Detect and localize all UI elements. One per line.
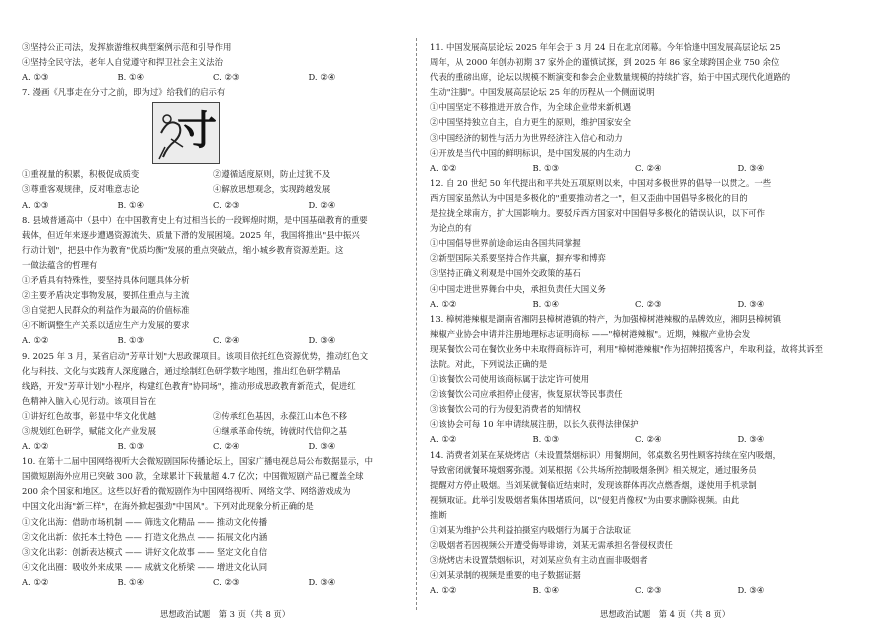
text-line: 色精神入脑入心见行动。该项目旨在 (22, 395, 156, 406)
answer-choices (22, 198, 404, 213)
question-stem: 7. 漫画《凡事走在分寸之前，即为过》给我们的启示有 (22, 87, 226, 98)
answer-choices (430, 583, 840, 598)
choice-d: D. ③④ (737, 434, 765, 445)
text-line: 13. 樟树港辣椒是湖南省湘阴县樟树港镇的特产，为加强樟树港辣椒的品牌效应，湘阴县樟树镇 (430, 313, 781, 324)
text-line: 现某餐饮公司在餐饮业务中未取得商标许可，利用"樟树港辣椒"作为招牌招揽客户，牟取利益，故将其诉至 (430, 343, 823, 354)
answer-choices (430, 432, 840, 447)
answer-choices (22, 439, 404, 454)
choice-a: A. ①② (22, 576, 49, 587)
statement: ④该协会可每 10 年申请续展注册，以长久获得法律保护 (430, 419, 639, 430)
text-line: 视频取证。此举引发吸烟者集体围堵质问，以"侵犯肖像权"为由要求删除视频。由此 (430, 494, 740, 505)
text-line: 200 余个国家和地区。这些以好看的微短剧作为中国网络视听、网络文学、网络游戏成为 (22, 486, 351, 497)
statement: ②遵循适度原则，防止过犹不及 (213, 169, 331, 180)
statement: ①讲好红色故事，彰显中华文化优越 (22, 410, 156, 421)
choice-a: A. ①② (22, 335, 49, 346)
choice-b: B. ①④ (532, 298, 559, 309)
answer-choices (22, 70, 404, 85)
page-3-column (22, 40, 404, 590)
statement: ③烧烤店未设置禁烟标识，对刘某应负有主动直面非吸烟者 (430, 555, 648, 566)
choice-b: B. ①③ (532, 162, 559, 173)
statement: ④继承革命传统，铸就时代信仰之基 (213, 425, 347, 436)
choice-b: B. ①③ (117, 441, 144, 452)
text-line: 法院。对此，下列说法正确的是 (430, 358, 548, 369)
choice-c: C. ②④ (635, 434, 662, 445)
statement: ④中国走进世界舞台中央，承担负责任大国义务 (430, 283, 606, 294)
question-14 (430, 448, 840, 599)
choice-c: C. ②③ (635, 585, 662, 596)
text-line: 9. 2025 年 3 月，某省启动"芳草计划"大思政课项目。该项目依托红色资源优势，推动红色文 (22, 350, 369, 361)
statement: ③坚持正确义利观是中国外交政策的基石 (430, 268, 581, 279)
answer-choices (430, 297, 840, 312)
choice-b: B. ①③ (117, 335, 144, 346)
text-line: 国微短剧海外应用已突破 300 款，全球累计下载量超 4.7 亿次；中国微短剧产品已覆盖全球 (22, 471, 364, 482)
text-line: 周年，从 2000 年创办初期 37 家外企的谨慎试探，到 2025 年 86 家全球跨国企业 750 余位 (430, 57, 780, 68)
statement: ②该餐饮公司应承担停止侵害，恢复原状等民事责任 (430, 389, 623, 400)
question-13 (430, 312, 840, 448)
cartoon-character: 寸 (177, 107, 217, 155)
statement: ③自觉把人民群众的利益作为最高的价值标准 (22, 305, 190, 316)
question-10 (22, 454, 404, 590)
cartoon-figure (152, 102, 220, 164)
statement: ②新型国际关系要坚持合作共赢，摒弃零和博弈 (430, 253, 606, 264)
statement-row (22, 167, 404, 182)
statement: ②文化出新：依托本土特色 —— 打造文化热点 —— 拓展文化内涵 (22, 531, 268, 542)
text-line: 8. 县域普通高中（县中）在中国教育史上有过相当长的一段辉煌时期，是中国基础教育的重要 (22, 214, 368, 225)
statement: ③文化出彩：创新表达模式 —— 讲好文化故事 —— 坚定文化自信 (22, 546, 268, 557)
statement: ②中国坚持独立自主，自力更生的原则，维护国家安全 (430, 117, 631, 128)
statement: ①中国坚定不移推进开放合作，为全球企业带来新机遇 (430, 102, 631, 113)
statement: ④文化出圈：吸收外来成果 —— 成就文化桥梁 —— 增进文化认同 (22, 561, 268, 572)
statement: ③尊重客观规律，反对唯意志论 (22, 184, 140, 195)
statement-row (22, 424, 404, 439)
statement: ①文化出海：借助市场机制 —— 筛选文化精品 —— 推动文化传播 (22, 516, 268, 527)
statement: ④解放思想观念，实现跨越发展 (213, 184, 331, 195)
choice-a: A. ①② (430, 298, 457, 309)
statement: ④刘某录制的视频是重要的电子数据证据 (430, 570, 581, 581)
text-line: 推断 (430, 509, 447, 520)
question-6-tail (22, 40, 404, 85)
text-line: 生动"注脚"。中国发展高层论坛 25 年的历程从一个侧面说明 (430, 87, 655, 98)
text-line: 行动计划"，把县中作为教育"优质均衡"发展的重点突破点，缩小城乡教育资源差距。这 (22, 244, 344, 255)
text-line: 化与科技、文化与实践育人深度融合，通过绘制红色研学数字地图，推出红色研学精品 (22, 365, 341, 376)
choice-c: C. ②③ (213, 72, 240, 83)
statement: ①重视量的积累，积极促成质变 (22, 169, 140, 180)
statement: ①该餐饮公司使用该商标属于法定许可使用 (430, 374, 590, 385)
text-line: 为论点的有 (430, 223, 472, 234)
choice-d: D. ③④ (737, 298, 765, 309)
column-divider (416, 38, 417, 610)
choice-d: D. ③④ (308, 441, 336, 452)
statement: ③规划红色研学，赋能文化产业发展 (22, 425, 156, 436)
option-line: ④坚持全民守法，老年人自觉遵守和捍卫社会主义法治 (22, 57, 223, 68)
text-line: 12. 自 20 世纪 50 年代提出和平共处五项原则以来，中国对多极世界的倡导一以贯之。一些 (430, 177, 772, 188)
answer-choices (22, 333, 404, 348)
statement: ②主要矛盾决定事物发展，要抓住重点与主流 (22, 290, 190, 301)
text-line: 载体，但近年来逐步遭遇资源流失、质量下滑的发展困境。2025 年，我国将推出"县中振兴 (22, 229, 360, 240)
choice-a: A. ①② (430, 585, 457, 596)
text-line: 11. 中国发展高层论坛 2025 年年会于 3 月 24 日在北京闭幕。今年恰逢中国发展高层论坛 25 (430, 42, 781, 52)
text-line: 14. 消费者刘某在某烧烤店（未设置禁烟标识）用餐期间，邻桌数名男性顾客持续在室内吸烟， (430, 449, 781, 460)
statement: ④不断调整生产关系以适应生产力发展的要求 (22, 320, 190, 331)
text-line: 线路，开发"芳草计划"小程序，构建红色教育"协同场"，推动形成思政教育新范式，促进红 (22, 380, 356, 391)
choice-a: A. ①③ (22, 72, 49, 83)
choice-b: B. ①④ (117, 576, 144, 587)
text-line: 导致密闭就餐环境烟雾弥漫。刘某根据《公共场所控制吸烟条例》相关规定，通过服务员 (430, 464, 757, 475)
choice-c: C. ②③ (635, 298, 662, 309)
page-footer-4: 思想政治试题 第 4 页（共 8 页） (600, 609, 731, 619)
statement: ③中国经济的韧性与活力为世界经济注入信心和动力 (430, 132, 623, 143)
question-8 (22, 213, 404, 349)
choice-a: A. ①③ (22, 199, 49, 210)
page-footer-3: 思想政治试题 第 3 页（共 8 页） (160, 609, 291, 619)
text-line: 提醒对方停止吸烟。当刘某就餐临近结束时，发现该群体再次点燃香烟，遂使用手机录制 (430, 479, 757, 490)
choice-b: B. ①④ (117, 199, 144, 210)
statement: ①刘某为维护公共利益拍摄室内吸烟行为属于合法取证 (430, 525, 631, 535)
choice-d: D. ③④ (308, 335, 336, 346)
statement: ①矛盾具有特殊性，要坚持具体问题具体分析 (22, 275, 190, 286)
text-line: 一做法蕴含的哲理有 (22, 259, 98, 270)
answer-choices (22, 575, 404, 590)
statement: ②吸烟者若因视频公开遭受侮辱诽谤，刘某无需承担名誉侵权责任 (430, 540, 673, 551)
choice-d: D. ③④ (308, 576, 336, 587)
question-12 (430, 176, 840, 312)
question-9 (22, 349, 404, 455)
choice-b: B. ①③ (532, 434, 559, 445)
option-line: ③坚持公正司法，发挥旅游维权典型案例示范和引导作用 (22, 42, 232, 52)
choice-a: A. ①② (430, 434, 457, 445)
answer-choices (430, 161, 840, 176)
text-line: 10. 在第十二届中国网络视听大会微短剧国际传播论坛上，国家广播电视总局公布数据显示，中 (22, 456, 373, 467)
choice-a: A. ①② (22, 441, 49, 452)
text-line: 中国文化出海"新三样"，在海外掀起强劲"中国风"。下列对此现象分析正确的是 (22, 501, 314, 512)
page-4-column (430, 40, 840, 598)
choice-c: C. ②③ (213, 199, 240, 210)
text-line: 西方国家虽然认为中国是多极化的"重要推动者之一"，但又歪曲中国倡导多极化的目的 (430, 192, 748, 203)
text-line: 辣椒产业协会申请并注册地理标志证明商标 ——"樟树港辣椒"。近期，辣椒产业协会发 (430, 328, 751, 339)
choice-d: D. ③④ (737, 162, 765, 173)
question-11 (430, 40, 840, 176)
statement-row (22, 182, 404, 197)
statement: ③该餐饮公司的行为侵犯消费者的知情权 (430, 404, 581, 415)
choice-c: C. ②③ (213, 576, 240, 587)
choice-c: C. ②④ (213, 441, 240, 452)
choice-c: C. ②④ (635, 162, 662, 173)
choice-b: B. ①④ (117, 72, 144, 83)
question-7 (22, 85, 404, 212)
statement: ①中国倡导世界前途命运由各国共同掌握 (430, 238, 581, 249)
choice-b: B. ①④ (532, 585, 559, 596)
choice-d: D. ②④ (308, 199, 336, 210)
choice-c: C. ②④ (213, 335, 240, 346)
choice-a: A. ①② (430, 162, 457, 173)
statement: ②传承红色基因，永葆江山本色不移 (213, 410, 347, 421)
statement-row (22, 409, 404, 424)
choice-d: D. ③④ (737, 585, 765, 596)
choice-d: D. ②④ (308, 72, 336, 83)
text-line: 代表的重磅出席，论坛以规模不断演变和参会企业数量规模的持续扩容，始于中国式现代化道路的 (430, 72, 791, 83)
text-line: 是拉拢全球南方，扩大国影响力。要驳斥西方国家对中国倡导多极化的错误认识，以下可作 (430, 208, 765, 219)
statement: ④开放是当代中国的鲜明标识，是中国发展的内生动力 (430, 147, 631, 158)
